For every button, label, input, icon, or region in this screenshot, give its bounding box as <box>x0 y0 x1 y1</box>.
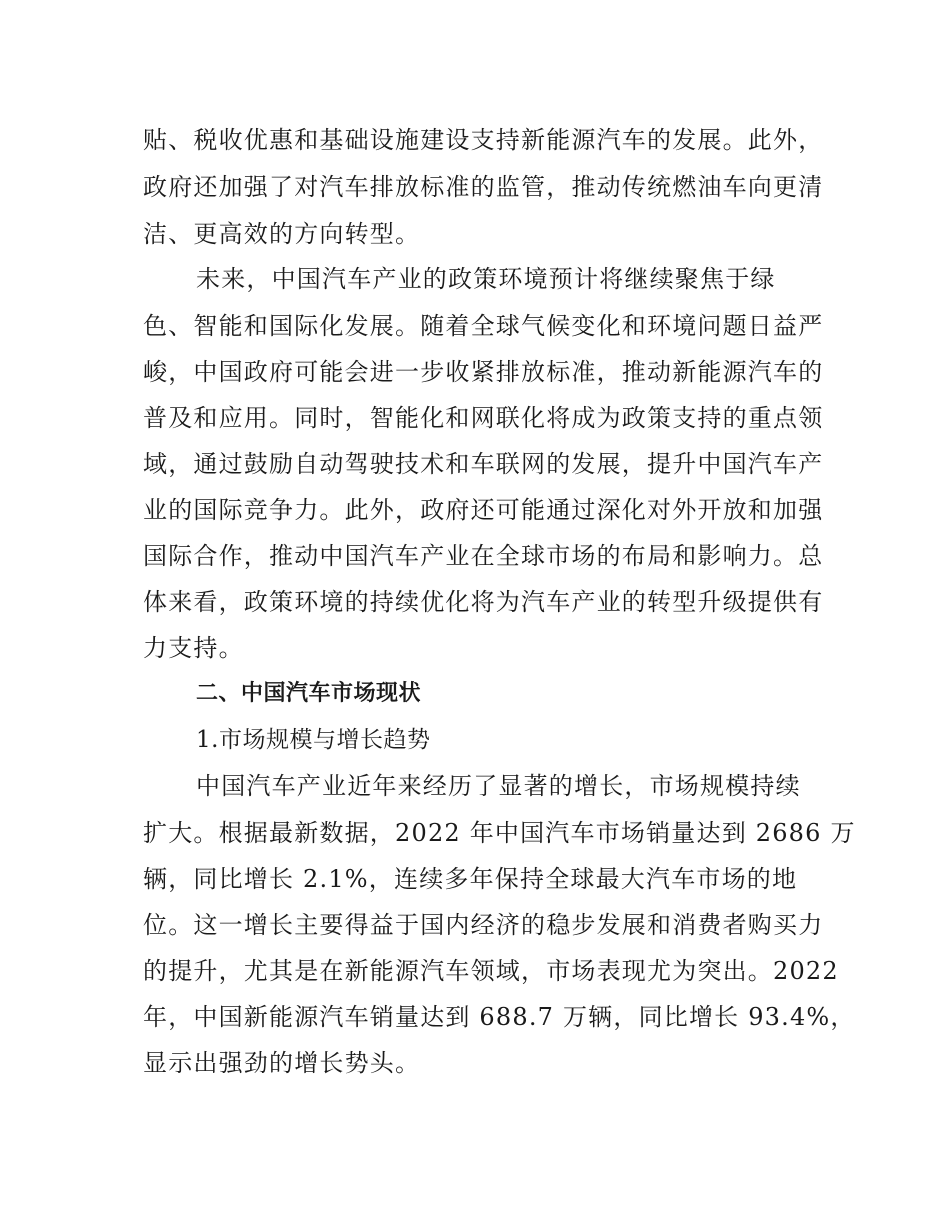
paragraph-line: 普及和应用。同时，智能化和网联化将成为政策支持的重点领 <box>143 404 824 432</box>
paragraph-line: 位。这一增长主要得益于国内经济的稳步发展和消费者购买力 <box>143 911 824 939</box>
paragraph-line: 业的国际竞争力。此外，政府还可能通过深化对外开放和加强 <box>143 496 824 524</box>
paragraph-line: 力支持。 <box>143 634 244 662</box>
paragraph-line: 年，中国新能源汽车销量达到 688.7 万辆，同比增长 93.4%， <box>143 1003 856 1031</box>
paragraph-line: 辆，同比增长 2.1%，连续多年保持全球最大汽车市场的地 <box>143 865 798 893</box>
paragraph-line: 中国汽车产业近年来经历了显著的增长，市场规模持续 <box>196 772 801 800</box>
subsection-heading: 1.市场规模与增长趋势 <box>196 727 431 753</box>
paragraph-line: 色、智能和国际化发展。随着全球气候变化和环境问题日益严 <box>143 312 824 340</box>
paragraph-line: 的提升，尤其是在新能源汽车领域，市场表现尤为突出。2022 <box>143 957 839 985</box>
paragraph-line: 国际合作，推动中国汽车产业在全球市场的布局和影响力。总 <box>143 542 824 570</box>
paragraph-line: 洁、更高效的方向转型。 <box>143 220 421 248</box>
paragraph-line: 未来，中国汽车产业的政策环境预计将继续聚焦于绿 <box>196 265 776 293</box>
paragraph-line: 贴、税收优惠和基础设施建设支持新能源汽车的发展。此外， <box>143 126 824 154</box>
section-heading: 二、中国汽车市场现状 <box>196 681 422 706</box>
paragraph-line: 政府还加强了对汽车排放标准的监管，推动传统燃油车向更清 <box>143 173 824 201</box>
paragraph-line: 域，通过鼓励自动驾驶技术和车联网的发展，提升中国汽车产 <box>143 450 824 478</box>
paragraph-line: 体来看，政策环境的持续优化将为汽车产业的转型升级提供有 <box>143 588 824 616</box>
paragraph-line: 峻，中国政府可能会进一步收紧排放标准，推动新能源汽车的 <box>143 358 824 386</box>
paragraph-line: 扩大。根据最新数据，2022 年中国汽车市场销量达到 2686 万 <box>143 819 856 847</box>
paragraph-line: 显示出强劲的增长势头。 <box>143 1049 421 1077</box>
